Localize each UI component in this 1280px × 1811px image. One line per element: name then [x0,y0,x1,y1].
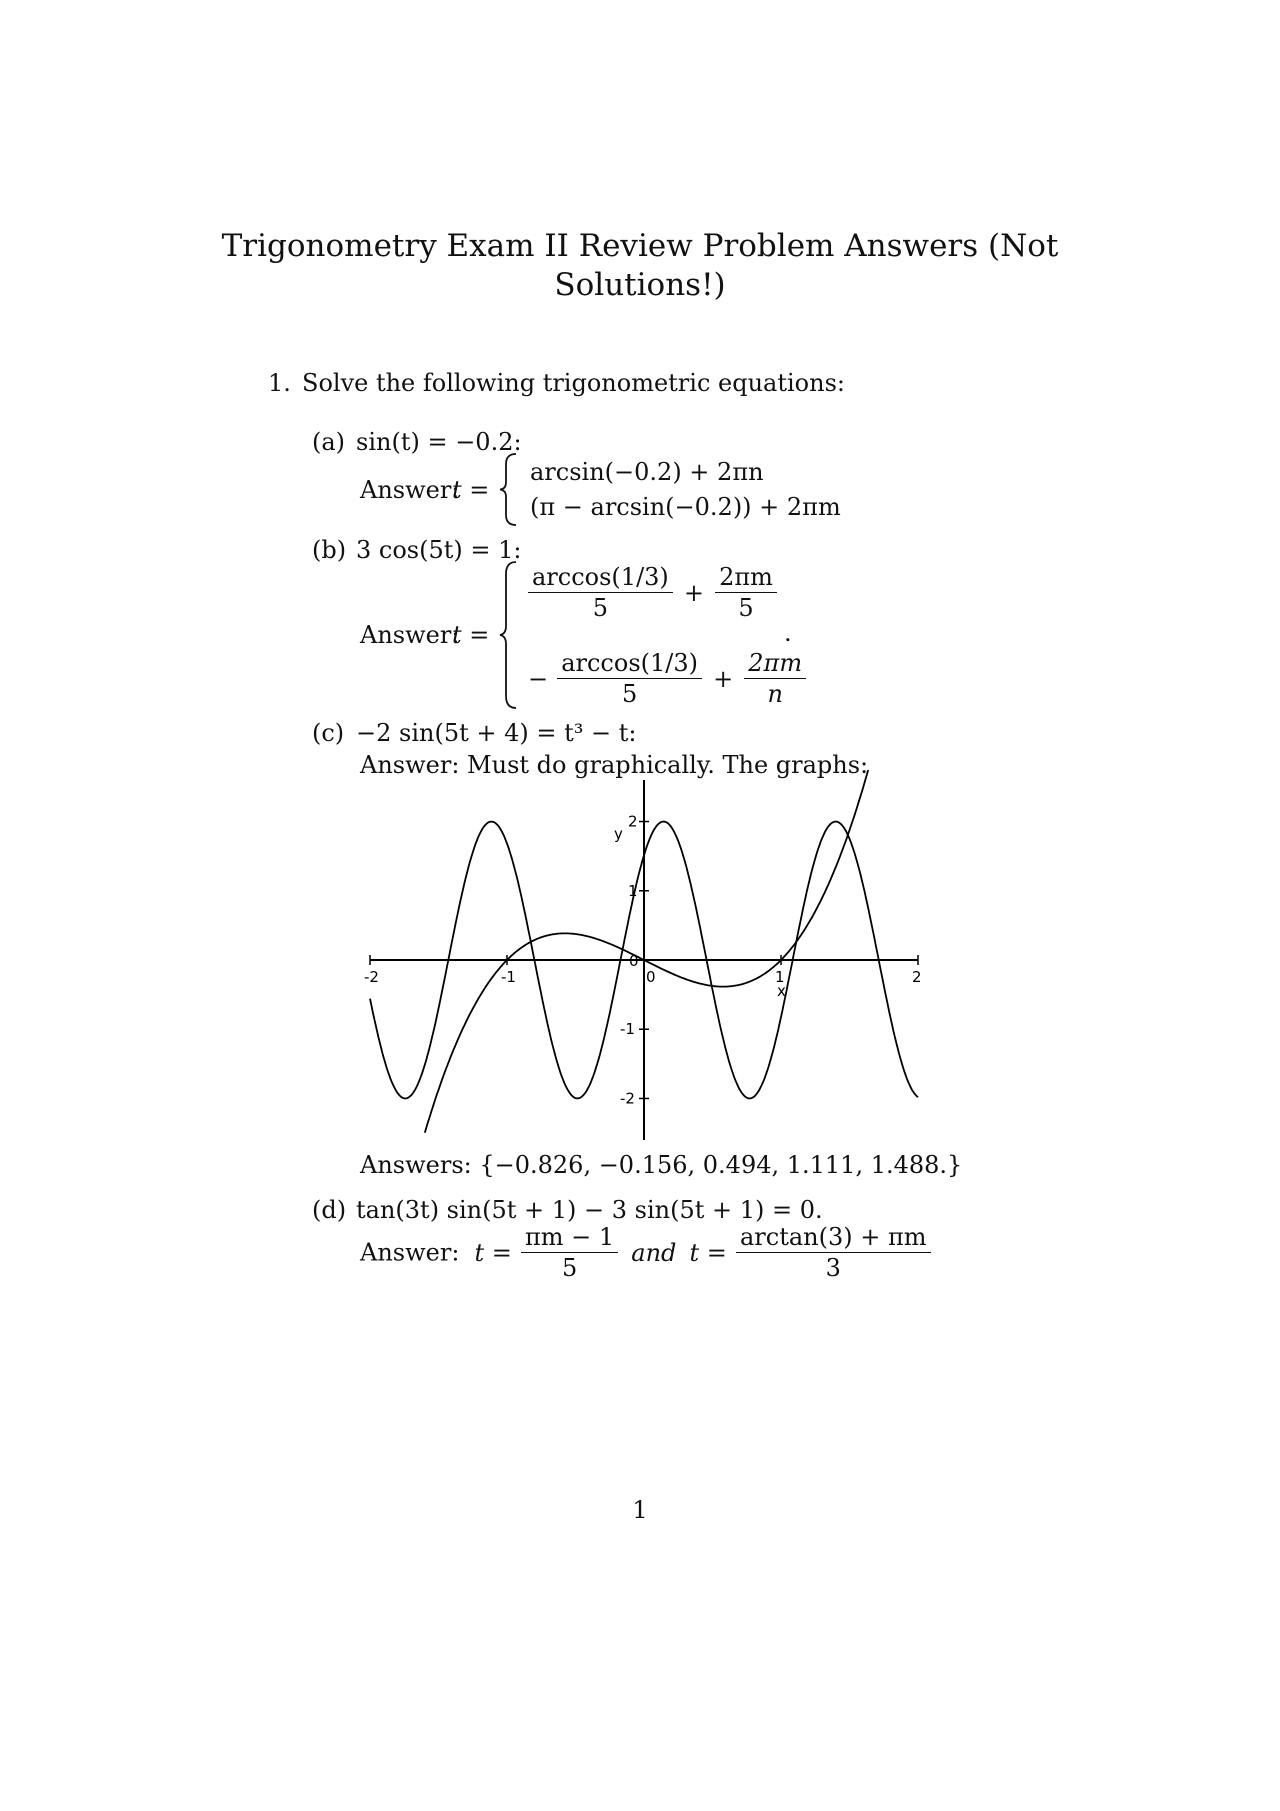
x-tick-label: 2 [912,968,922,986]
part-d-frac-2-num: arctan(3) + πm [736,1222,931,1253]
page-title-line-2: Solutions!) [554,267,726,303]
part-d-frac-1-den: 5 [561,1254,578,1282]
x-axis-label: x [777,982,786,1000]
part-c-answers: Answers: {−0.826, −0.156, 0.494, 1.111, 1.488.} [360,1151,963,1179]
x-tick-label: -1 [501,968,516,986]
part-a-answer-var: t = [452,476,490,504]
part-d-conjunction: and [631,1238,677,1267]
y-tick-label: -1 [620,1020,635,1039]
part-b-case-1-num-2: 2πm [715,562,777,593]
part-b-label: (b) [312,536,347,564]
part-b-equation: 3 cos(5t) = 1: [356,536,522,564]
part-b-case-1-op: + [683,578,704,607]
part-b-case-1-den-2: 5 [738,594,754,622]
part-d-answer-var: t = [474,1238,512,1267]
part-c-answer-text: Answer: Must do graphically. The graphs: [360,751,869,779]
part-c-equation: −2 sin(5t + 4) = t³ − t: [356,719,637,747]
x-tick-label: 0 [646,968,656,986]
x-tick-label: 1 [775,968,785,986]
part-b-case-1 [528,562,777,623]
part-b-answer-label: Answer: [360,621,460,649]
y-tick-label: 2 [628,812,638,831]
part-d-answer-label: Answer: [360,1238,460,1267]
part-d-label: (d) [312,1196,347,1224]
part-c-graph [340,770,940,1150]
part-d-frac-2-den: 3 [825,1254,841,1282]
part-b-case-1-num-1: arccos(1/3) [528,562,673,593]
part-b-case-2-num-1: arccos(1/3) [557,648,702,679]
y-tick-label: 1 [628,881,638,900]
part-b-case-2 [528,648,806,709]
part-a-case-2: (π − arcsin(−0.2)) + 2πm [530,493,841,521]
part-b-case-2-op: + [713,664,734,693]
page-title-line-1: Trigonometry Exam II Review Problem Answers (Not [221,228,1059,264]
part-a-label: (a) [312,428,346,456]
part-a-equation: sin(t) = −0.2: [356,428,522,456]
part-b-case-1-frac-1 [528,562,673,623]
part-b-brace [498,560,520,710]
part-d-frac-1 [521,1222,618,1283]
origin-label: 0 [629,952,639,970]
part-d-equation: tan(3t) sin(5t + 1) − 3 sin(5t + 1) = 0. [356,1196,823,1224]
part-a-brace [498,452,520,527]
part-b-case-1-den-1: 5 [592,594,609,622]
problem-statement: Solve the following trigonometric equations: [302,369,845,397]
series-cubic-curve [425,770,870,1133]
part-b-case-2-num-2: 2πm [744,648,806,679]
part-d-answer [360,1222,931,1283]
y-tick-label: -2 [620,1089,635,1108]
part-b-case-2-frac-2 [744,648,806,709]
x-tick-label: -2 [364,968,379,986]
part-b-case-2-sign: − [528,664,549,693]
part-b-case-2-frac-1 [557,648,702,709]
page-number: 1 [632,1496,648,1524]
part-a-answer-label: Answer: [360,476,460,504]
part-b-case-2-den-1: 5 [621,680,638,708]
part-d-frac-2 [736,1222,931,1283]
part-c-label: (c) [312,719,345,747]
y-axis-label: y [614,824,623,843]
part-b-case-2-den-2: n [767,680,783,708]
part-b-period: . [784,619,792,647]
part-d-frac-1-num: πm − 1 [521,1222,618,1253]
part-a-case-1: arcsin(−0.2) + 2πn [530,458,764,486]
part-b-case-1-frac-2 [715,562,777,623]
part-d-answer-var-2: t = [689,1238,727,1267]
part-b-answer-var: t = [452,621,490,649]
problem-number: 1. [268,369,291,397]
